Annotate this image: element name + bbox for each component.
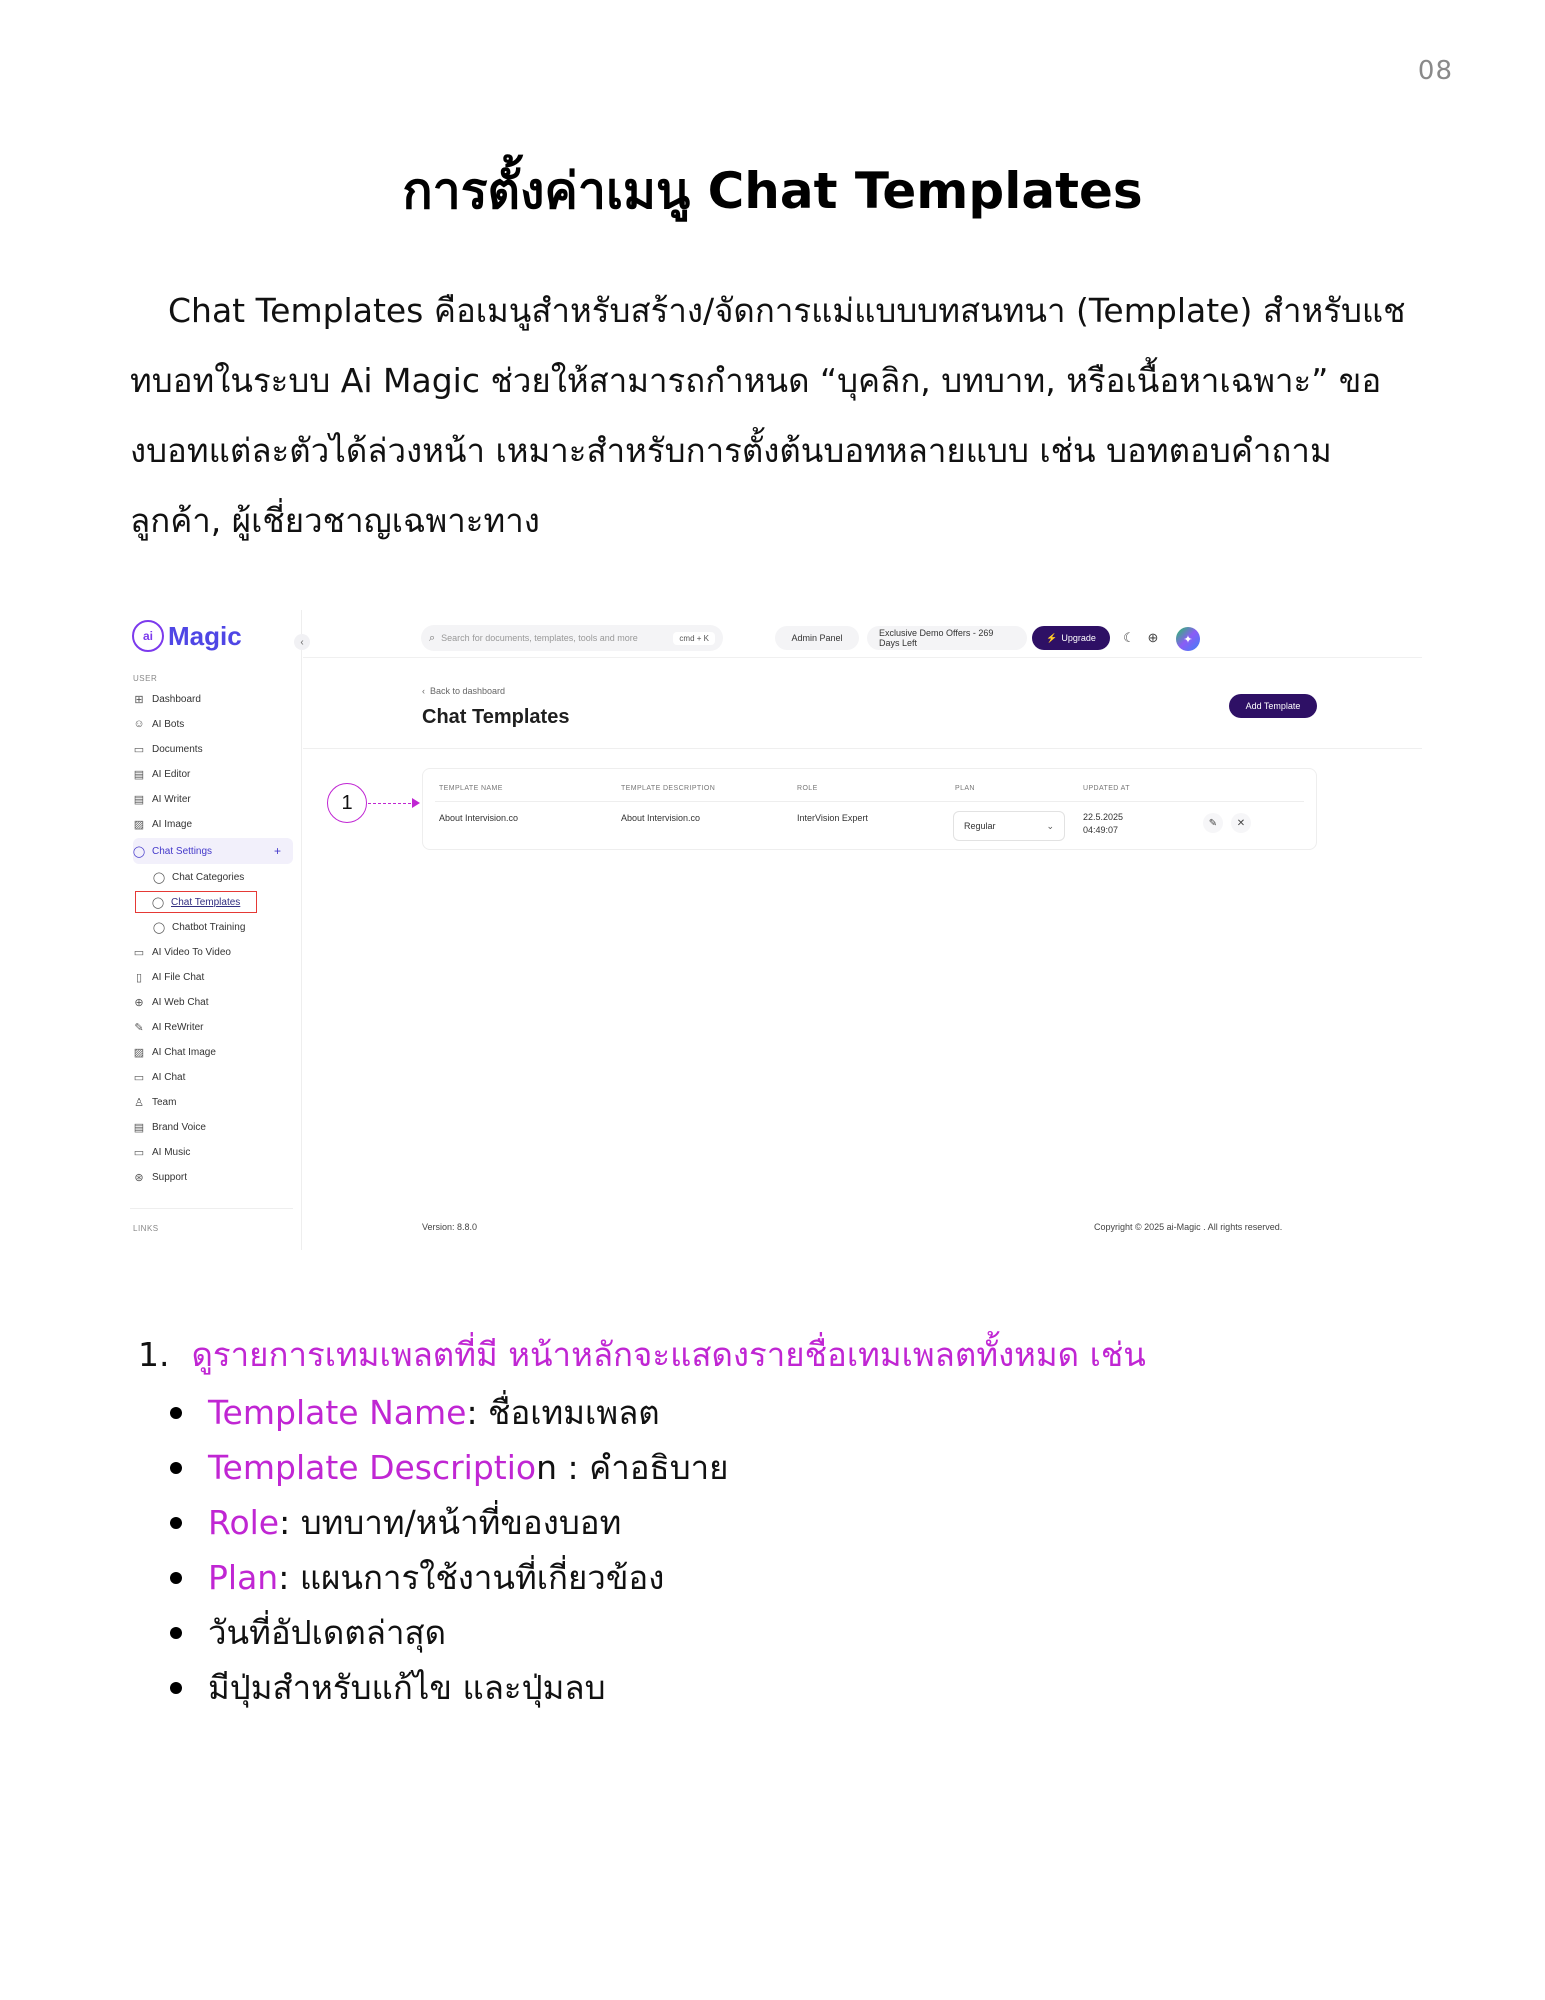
avatar[interactable]: ✦ — [1176, 627, 1200, 651]
sidebar-section-user: USER — [133, 674, 158, 683]
callout-arrow — [412, 798, 420, 808]
globe-icon[interactable]: ⊕ — [1147, 630, 1159, 645]
sidebar-item-label: AI Web Chat — [152, 996, 209, 1008]
sidebar-item-label: AI Music — [152, 1146, 191, 1158]
sidebar-item-dashboard[interactable] — [133, 688, 293, 710]
upgrade-button[interactable] — [1032, 626, 1110, 650]
sidebar-item-label: Chat Settings — [152, 845, 213, 857]
sidebar-item-label: Chat Templates — [171, 896, 241, 908]
app-screenshot — [122, 610, 1422, 1250]
bullet-text: n : คำอธิบาย — [536, 1448, 729, 1487]
sidebar-item-label: Support — [152, 1171, 188, 1183]
templates-table — [422, 768, 1317, 850]
search-input[interactable] — [421, 625, 723, 651]
sidebar-item-ai-web-chat[interactable] — [133, 991, 293, 1013]
list-item — [170, 1605, 1470, 1660]
sidebar-item-ai-bots[interactable] — [133, 713, 293, 735]
sidebar-item-label: AI ReWriter — [152, 1021, 204, 1033]
sidebar-item-label: AI Writer — [152, 793, 191, 805]
file-icon: ▯ — [135, 971, 143, 984]
bullet-list — [170, 1385, 1470, 1715]
grid-icon: ⊞ — [134, 693, 144, 706]
cell-template-description: About Intervision.co — [621, 813, 701, 823]
sidebar-item-ai-music[interactable] — [133, 1141, 293, 1163]
sidebar-section-links: LINKS — [133, 1224, 159, 1233]
sidebar — [122, 610, 302, 1250]
plan-select[interactable] — [953, 811, 1065, 841]
sidebar-sub-chat-categories[interactable] — [153, 866, 293, 888]
chat-icon: ◯ — [152, 871, 166, 884]
logo-mark: ai — [132, 620, 164, 652]
sidebar-sub-chatbot-training[interactable] — [153, 916, 293, 938]
col-updated-at[interactable]: UPDATED AT — [1083, 785, 1130, 792]
bullet-dot — [170, 1572, 182, 1584]
sidebar-item-label: AI Chat — [152, 1071, 186, 1083]
chat-icon: ▭ — [133, 1071, 145, 1084]
back-link[interactable]: ‹ Back to dashboard — [422, 686, 506, 696]
cell-updated-at — [1083, 811, 1123, 837]
col-plan[interactable]: PLAN — [955, 785, 975, 792]
bullet-key: Template Name — [208, 1393, 467, 1432]
moon-icon[interactable]: ☾ — [1123, 630, 1135, 645]
header-divider — [435, 801, 1304, 802]
search-placeholder: Search for documents, templates, tools and more — [441, 633, 638, 643]
list-item — [170, 1495, 1470, 1550]
bullet-text: : บทบาท/หน้าที่ของบอท — [279, 1503, 622, 1542]
brand-icon: ▤ — [133, 1121, 145, 1134]
sidebar-item-team[interactable] — [133, 1091, 293, 1113]
sidebar-item-ai-image[interactable] — [133, 813, 293, 835]
archive-icon: ▭ — [133, 743, 145, 756]
sidebar-divider — [130, 1208, 293, 1209]
editor-icon: ▤ — [133, 768, 145, 781]
back-link-label: Back to dashboard — [430, 686, 506, 696]
upgrade-label: Upgrade — [1061, 633, 1096, 643]
sidebar-item-label: Brand Voice — [152, 1121, 206, 1133]
header-divider — [303, 748, 1422, 749]
sidebar-item-ai-editor[interactable] — [133, 763, 293, 785]
bullet-dot — [170, 1627, 182, 1639]
lightning-icon: ⚡ — [1046, 632, 1058, 643]
list-item — [170, 1660, 1470, 1715]
close-icon[interactable]: ✕ — [1231, 813, 1251, 833]
numbered-list-item — [138, 1330, 1438, 1380]
team-icon: ♙ — [134, 1096, 144, 1109]
bullet-key: Role — [208, 1503, 280, 1542]
logo[interactable] — [132, 620, 242, 652]
sidebar-item-label: AI Bots — [152, 718, 185, 730]
search-shortcut: cmd + K — [673, 632, 715, 645]
bullet-dot — [170, 1462, 182, 1474]
music-icon: ▭ — [133, 1146, 145, 1159]
bullet-text: มีปุ่มสำหรับแก้ไข และปุ่มลบ — [208, 1668, 606, 1707]
bullet-dot — [170, 1517, 182, 1529]
bullet-dot — [170, 1682, 182, 1694]
col-template-name[interactable]: TEMPLATE NAME — [439, 785, 503, 792]
sidebar-item-ai-video[interactable] — [133, 941, 293, 963]
admin-panel-button[interactable]: Admin Panel — [775, 626, 859, 650]
plan-value: Regular — [964, 821, 996, 831]
sidebar-item-label: Dashboard — [152, 693, 201, 705]
globe-icon: ⊕ — [134, 996, 144, 1009]
sidebar-item-label: AI Video To Video — [152, 946, 231, 958]
chat-icon: ◯ — [132, 845, 146, 858]
sidebar-item-support[interactable] — [133, 1166, 293, 1188]
sidebar-item-ai-chat-image[interactable] — [133, 1041, 293, 1063]
logo-text: Magic — [168, 620, 242, 651]
sidebar-item-label: AI File Chat — [152, 971, 205, 983]
updated-date: 22.5.2025 — [1083, 812, 1124, 822]
chat-icon: ◯ — [152, 921, 166, 934]
intro-paragraph: Chat Templates คือเมนูสำหรับสร้าง/จัดการแม่แบบบทสนทนา (Template) สำหรับแชทบอทในระบบ Ai Magic ช่วยให้สามารถกำหนด “บุคลิก, บทบาท, หรือเนื้อหาเฉพาะ” ของบอทแต่ละตัวได้ล่วงหน้า เหมาะสำหรับการตั้งต้นบอทหลายแบบ เช่น บอทตอบคำถามลูกค้า, ผู้เชี่ยวชาญเฉพาะทาง — [130, 291, 1406, 540]
sidebar-item-documents[interactable] — [133, 738, 293, 760]
collapse-sidebar-button[interactable]: ‹ — [294, 634, 310, 650]
list-item — [170, 1385, 1470, 1440]
page-title: การตั้งค่าเมนู Chat Templates — [402, 162, 1143, 220]
sidebar-item-ai-file-chat[interactable] — [133, 966, 293, 988]
bullet-text: : ชื่อเทมเพลต — [466, 1393, 660, 1432]
sidebar-item-label: AI Image — [152, 818, 193, 830]
list-item — [170, 1440, 1470, 1495]
sidebar-item-brand-voice[interactable] — [133, 1116, 293, 1138]
bullet-key: Plan — [208, 1558, 279, 1597]
callout-line — [368, 803, 416, 804]
col-template-description[interactable]: TEMPLATE DESCRIPTION — [621, 785, 716, 792]
bullet-text: วันที่อัปเดตล่าสุด — [208, 1613, 447, 1652]
sidebar-item-label: Documents — [152, 743, 203, 755]
sidebar-item-label: Chatbot Training — [172, 921, 246, 933]
footer-version: Version: 8.8.0 — [422, 1222, 478, 1232]
expand-icon[interactable]: + — [273, 844, 281, 858]
bullet-dot — [170, 1407, 182, 1419]
sidebar-item-ai-chat[interactable] — [133, 1066, 293, 1088]
demo-offer-button[interactable]: Exclusive Demo Offers - 269 Days Left — [867, 626, 1027, 650]
bot-icon: ☺ — [133, 718, 145, 730]
sidebar-item-chat-settings[interactable] — [133, 838, 293, 864]
video-icon: ▭ — [133, 946, 145, 959]
page-number: 08 — [1417, 56, 1453, 86]
bullet-text: : แผนการใช้งานที่เกี่ยวข้อง — [278, 1558, 665, 1597]
sidebar-item-label: Chat Categories — [172, 871, 245, 883]
main-title: Chat Templates — [422, 706, 570, 728]
cell-role: InterVision Expert — [797, 813, 868, 823]
sidebar-item-ai-rewriter[interactable] — [133, 1016, 293, 1038]
col-role[interactable]: ROLE — [797, 785, 818, 792]
bullet-key: Template Descriptio — [208, 1448, 537, 1487]
chat-icon: ◯ — [151, 896, 165, 909]
writer-icon: ▤ — [133, 793, 145, 806]
topbar — [303, 610, 1422, 658]
cell-template-name: About Intervision.co — [439, 813, 519, 823]
image-icon: ▨ — [133, 1046, 145, 1059]
list-heading: ดูรายการเทมเพลตที่มี หน้าหลักจะแสดงรายชื่อเทมเพลตทั้งหมด เช่น — [191, 1335, 1146, 1374]
support-icon: ⊛ — [134, 1171, 144, 1184]
sidebar-item-ai-writer[interactable] — [133, 788, 293, 810]
sidebar-item-label: AI Editor — [152, 768, 191, 780]
sidebar-sub-chat-templates[interactable] — [136, 892, 256, 912]
sidebar-item-label: Team — [152, 1096, 177, 1108]
pen-icon: ✎ — [134, 1021, 144, 1034]
list-number: 1. — [138, 1335, 170, 1374]
search-icon: ⌕ — [429, 631, 436, 644]
sidebar-item-label: AI Chat Image — [152, 1046, 216, 1058]
image-icon: ▨ — [133, 818, 145, 831]
edit-icon[interactable]: ✎ — [1203, 813, 1223, 833]
add-template-button[interactable]: Add Template — [1229, 694, 1317, 718]
list-item — [170, 1550, 1470, 1605]
chevron-down-icon: ⌄ — [1046, 820, 1054, 831]
footer-copyright: Copyright © 2025 ai-Magic . All rights reserved. — [1094, 1222, 1283, 1232]
updated-time: 04:49:07 — [1083, 825, 1119, 835]
callout-marker: 1 — [327, 783, 367, 823]
